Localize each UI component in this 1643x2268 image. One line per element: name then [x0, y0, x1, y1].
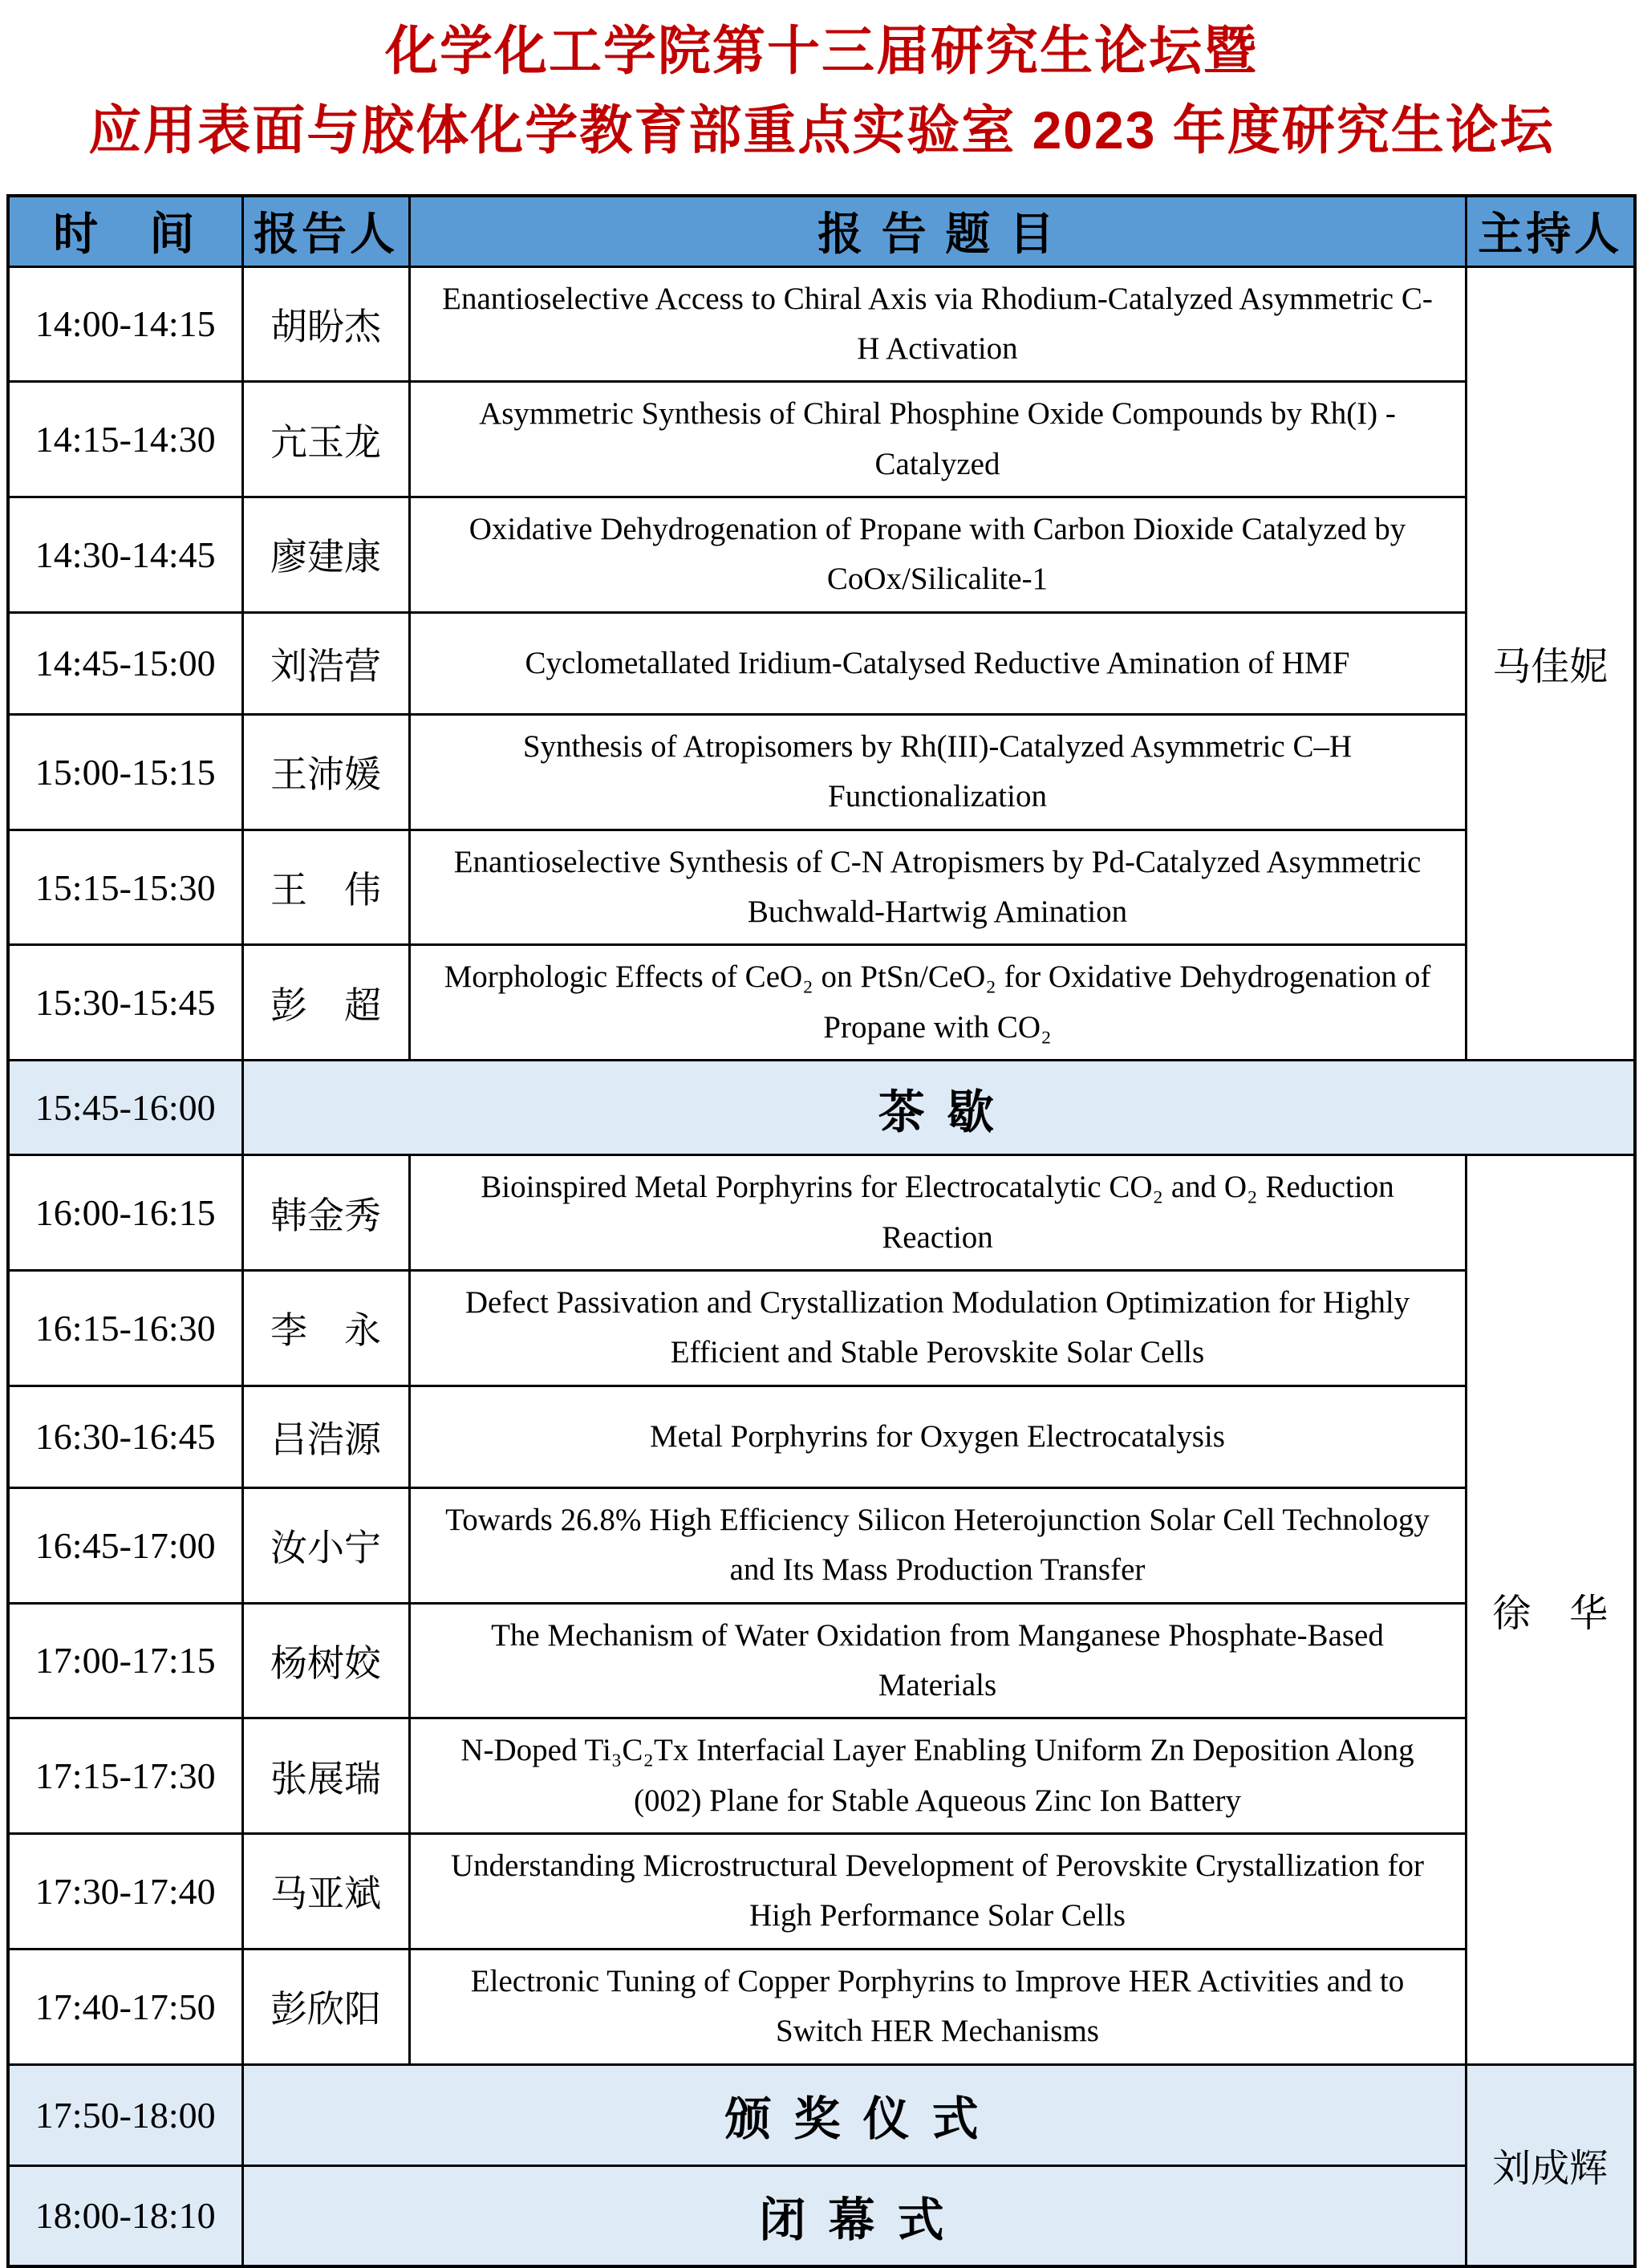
closing-ceremony-row	[8, 2165, 1635, 2266]
time-cell: 15:15-15:30	[8, 830, 242, 945]
talk-title-cell: Metal Porphyrins for Oxygen Electrocatalysis	[409, 1386, 1466, 1487]
header-row	[8, 196, 1635, 266]
schedule-table	[6, 194, 1637, 2268]
time-cell: 16:15-16:30	[8, 1270, 242, 1386]
page-title	[0, 0, 1643, 170]
time-cell: 15:00-15:15	[8, 714, 242, 830]
time-cell: 18:00-18:10	[8, 2165, 242, 2266]
award-ceremony-cell: 颁 奖 仪 式	[242, 2064, 1466, 2165]
talk-title-cell: Asymmetric Synthesis of Chiral Phosphine Oxide Compounds by Rh(I) - Catalyzed	[409, 382, 1466, 497]
speaker-cell: 马亚斌	[242, 1834, 409, 1950]
table-row	[8, 714, 1635, 830]
moderator-cell-closing: 刘成辉	[1466, 2064, 1635, 2266]
speaker-cell: 王 伟	[242, 830, 409, 945]
talk-title-cell: Understanding Microstructural Development of Perovskite Crystallization for High Performance Solar Cells	[409, 1834, 1466, 1950]
table-row	[8, 1487, 1635, 1603]
speaker-cell: 彭欣阳	[242, 1949, 409, 2064]
header-title: 报 告 题 目	[409, 196, 1466, 266]
talk-title-cell: Towards 26.8% High Efficiency Silicon Heterojunction Solar Cell Technology and Its Mass Production Transfer	[409, 1487, 1466, 1603]
time-cell: 16:45-17:00	[8, 1487, 242, 1603]
table-row	[8, 945, 1635, 1061]
speaker-cell: 韩金秀	[242, 1155, 409, 1271]
talk-title-cell: The Mechanism of Water Oxidation from Manganese Phosphate-Based Materials	[409, 1603, 1466, 1718]
table-row	[8, 1949, 1635, 2064]
time-cell: 14:30-14:45	[8, 497, 242, 613]
time-cell: 17:40-17:50	[8, 1949, 242, 2064]
talk-title-cell: Electronic Tuning of Copper Porphyrins to Improve HER Activities and to Switch HER Mechanisms	[409, 1949, 1466, 2064]
moderator-cell-session2: 徐 华	[1466, 1155, 1635, 2064]
moderator-cell-session1: 马佳妮	[1466, 266, 1635, 1061]
talk-title-cell: Defect Passivation and Crystallization Modulation Optimization for Highly Efficient and Stable Perovskite Solar Cells	[409, 1270, 1466, 1386]
talk-title-cell: Bioinspired Metal Porphyrins for Electrocatalytic CO₂ and O₂ Reduction Reaction	[409, 1155, 1466, 1271]
time-cell: 14:15-14:30	[8, 382, 242, 497]
table-row	[8, 266, 1635, 382]
table-row	[8, 830, 1635, 945]
talk-title-cell: Oxidative Dehydrogenation of Propane with Carbon Dioxide Catalyzed by CoOx/Silicalite-1	[409, 497, 1466, 613]
time-cell: 17:50-18:00	[8, 2064, 242, 2165]
talk-title-cell: Enantioselective Synthesis of C-N Atropismers by Pd-Catalyzed Asymmetric Buchwald-Hartwig Amination	[409, 830, 1466, 945]
speaker-cell: 王沛媛	[242, 714, 409, 830]
header-time: 时 间	[8, 196, 242, 266]
time-cell: 16:00-16:15	[8, 1155, 242, 1271]
header-speaker: 报告人	[242, 196, 409, 266]
talk-title-cell: Cyclometallated Iridium-Catalysed Reductive Amination of HMF	[409, 612, 1466, 714]
table-row	[8, 382, 1635, 497]
table-row	[8, 1270, 1635, 1386]
speaker-cell: 吕浩源	[242, 1386, 409, 1487]
tea-break-cell: 茶 歇	[242, 1061, 1635, 1155]
page-title-line2: 应用表面与胶体化学教育部重点实验室 2023 年度研究生论坛	[88, 100, 1555, 160]
tea-break-row	[8, 1061, 1635, 1155]
speaker-cell: 汝小宁	[242, 1487, 409, 1603]
table-row	[8, 1155, 1635, 1271]
speaker-cell: 杨树姣	[242, 1603, 409, 1718]
speaker-cell: 胡盼杰	[242, 266, 409, 382]
speaker-cell: 李 永	[242, 1270, 409, 1386]
time-cell: 16:30-16:45	[8, 1386, 242, 1487]
talk-title-cell: Morphologic Effects of CeO₂ on PtSn/CeO₂ for Oxidative Dehydrogenation of Propane with CO₂	[409, 945, 1466, 1061]
speaker-cell: 刘浩营	[242, 612, 409, 714]
table-row	[8, 1386, 1635, 1487]
speaker-cell: 彭 超	[242, 945, 409, 1061]
time-cell: 17:00-17:15	[8, 1603, 242, 1718]
talk-title-cell: N-Doped Ti₃C₂Tx Interfacial Layer Enabling Uniform Zn Deposition Along (002) Plane for Stable Aqueous Zinc Ion Battery	[409, 1718, 1466, 1834]
time-cell: 14:00-14:15	[8, 266, 242, 382]
speaker-cell: 张展瑞	[242, 1718, 409, 1834]
time-cell: 17:30-17:40	[8, 1834, 242, 1950]
time-cell: 17:15-17:30	[8, 1718, 242, 1834]
speaker-cell: 亢玉龙	[242, 382, 409, 497]
time-cell: 14:45-15:00	[8, 612, 242, 714]
table-row	[8, 1603, 1635, 1718]
talk-title-cell: Enantioselective Access to Chiral Axis via Rhodium-Catalyzed Asymmetric C-H Activation	[409, 266, 1466, 382]
award-ceremony-row	[8, 2064, 1635, 2165]
time-cell: 15:45-16:00	[8, 1061, 242, 1155]
header-moderator: 主持人	[1466, 196, 1635, 266]
closing-ceremony-cell: 闭 幕 式	[242, 2165, 1466, 2266]
time-cell: 15:30-15:45	[8, 945, 242, 1061]
table-row	[8, 612, 1635, 714]
table-row	[8, 497, 1635, 613]
talk-title-cell: Synthesis of Atropisomers by Rh(III)-Catalyzed Asymmetric C–H Functionalization	[409, 714, 1466, 830]
table-row	[8, 1718, 1635, 1834]
page-title-line1: 化学化工学院第十三届研究生论坛暨	[385, 21, 1258, 80]
speaker-cell: 廖建康	[242, 497, 409, 613]
table-row	[8, 1834, 1635, 1950]
